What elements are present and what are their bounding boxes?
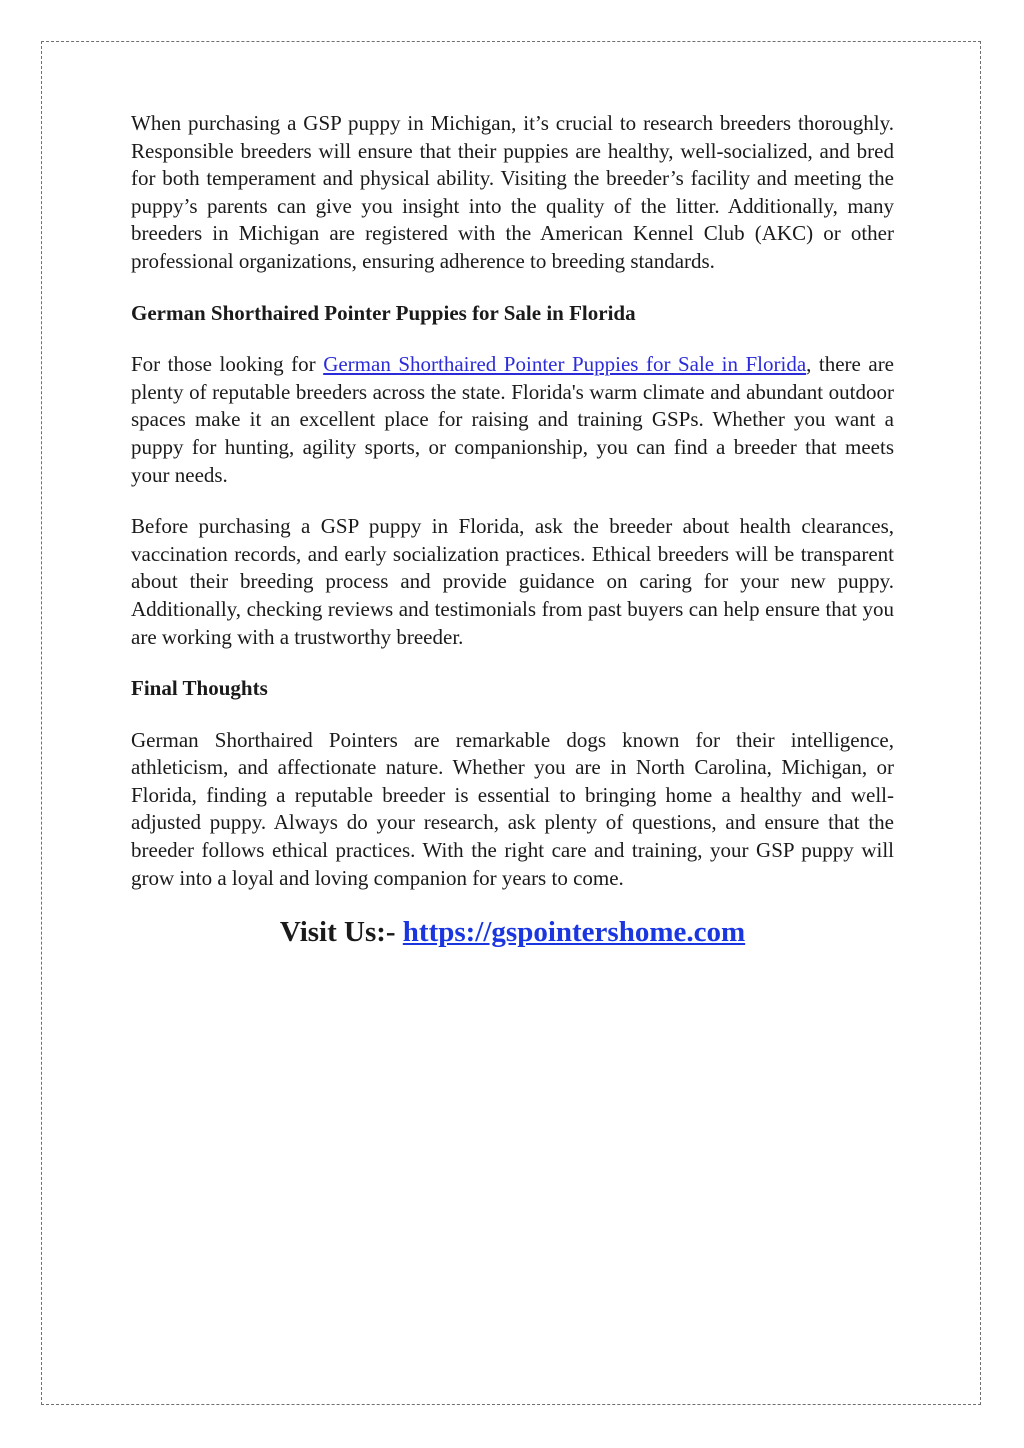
visit-us-label: Visit Us:- [279,916,403,949]
paragraph-florida-intro [131,351,894,489]
florida-puppies-link[interactable]: German Shorthaired Pointer Puppies for Sale in Florida [323,352,807,377]
visit-us-line [131,914,894,950]
florida-intro-after: , there are plenty of reputable breeders across the state. Florida's warm climate and abundant outdoor spaces make it an excellent place for raising and training GSPs. Whether you want a puppy for hunting, agility sports, or companionship, you can find a breeder that meets your needs. [131,352,895,487]
paragraph-florida-purchase: Before purchasing a GSP puppy in Florida, ask the breeder about health clearances, vaccination records, and early socialization practices. Ethical breeders will be transparent about their breeding process and provide guidance on caring for your new puppy. Additionally, checking reviews and testimonials from past buyers can help ensure that you are working with a trustworthy breeder. [131,514,894,649]
document-content [131,110,894,950]
heading-final-thoughts: Final Thoughts [131,676,268,701]
heading-florida: German Shorthaired Pointer Puppies for Sale in Florida [131,300,636,325]
visit-us-link[interactable]: https://gspointershome.com [402,916,746,949]
paragraph-michigan-research: When purchasing a GSP puppy in Michigan, it’s crucial to research breeders thoroughly. Responsible breeders will ensure that their puppies are healthy, well-socialized, and bred for both temperament and physical ability. Visiting the breeder’s facility and meeting the puppy’s parents can give you insight into the quality of the litter. Additionally, many breeders in Michigan are registered with the American Kennel Club (AKC) or other professional organizations, ensuring adherence to breeding standards. [131,111,894,273]
paragraph-final-thoughts: German Shorthaired Pointers are remarkable dogs known for their intelligence, athleticism, and affectionate nature. Whether you are in North Carolina, Michigan, or Florida, finding a reputable breeder is essential to bringing home a healthy and well-adjusted puppy. Always do your research, ask plenty of questions, and ensure that the breeder follows ethical practices. With the right care and training, your GSP puppy will grow into a loyal and loving companion for years to come. [131,727,894,890]
florida-intro-before: For those looking for [131,352,324,377]
